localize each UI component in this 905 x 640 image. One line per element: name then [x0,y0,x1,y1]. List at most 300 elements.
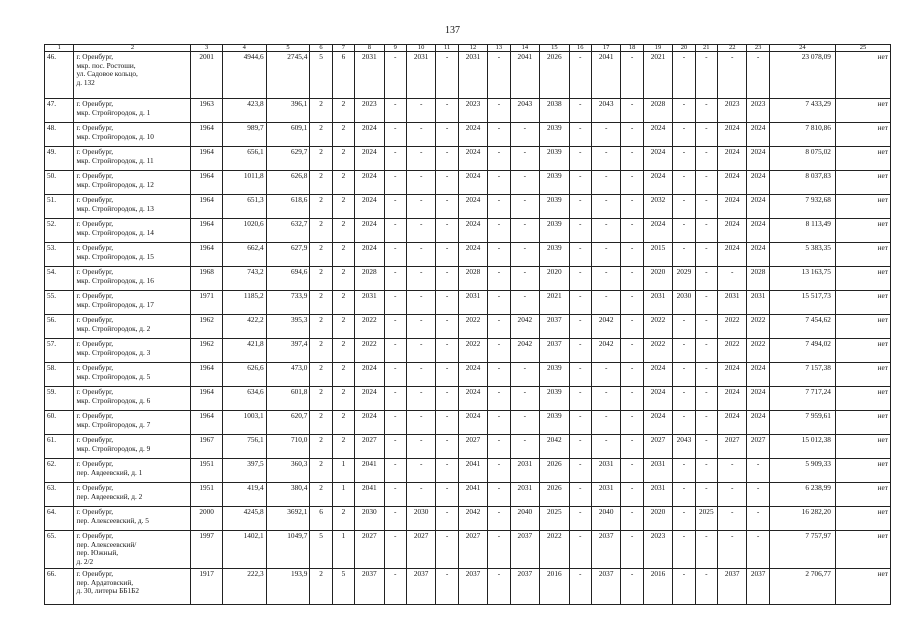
table-cell: - [488,435,510,459]
table-cell: 2 [332,99,354,123]
area-cell: 743,2 [222,267,266,291]
table-cell: - [673,243,695,267]
table-cell: 2020 [643,267,672,291]
table-cell: 2030 [673,291,695,315]
table-cell: 2 [332,435,354,459]
table-cell: 2022 [643,339,672,363]
table-cell: - [621,459,643,483]
table-cell: 2030 [355,507,384,531]
table-cell: 2024 [458,123,487,147]
table-cell: 2037 [458,569,487,605]
table-cell: - [436,531,458,569]
table-cell: 2024 [643,171,672,195]
table-cell: 2020 [540,267,569,291]
table-cell: 2024 [458,219,487,243]
table-cell: 2028 [458,267,487,291]
column-number-cell: 9 [384,45,406,52]
table-cell: - [510,195,539,219]
table-cell: - [569,339,591,363]
table-cell: 2040 [591,507,620,531]
table-cell: - [510,267,539,291]
table-cell: - [406,459,435,483]
area-cell: 733,9 [266,291,310,315]
flag-cell: нет [835,483,890,507]
table-cell: 6 [310,507,332,531]
flag-cell: нет [835,52,890,99]
table-cell: 2024 [643,387,672,411]
address-cell: г. Оренбург, пер. Авдеевский, д. 2 [74,483,191,507]
table-cell: - [569,219,591,243]
table-cell: - [569,459,591,483]
area-cell: 626,6 [222,363,266,387]
table-cell: 2023 [458,99,487,123]
table-cell: - [621,267,643,291]
table-cell: 2024 [355,411,384,435]
cost-cell: 8 113,49 [769,219,835,243]
table-cell: 1951 [191,459,223,483]
table-cell: 5 [310,52,332,99]
table-cell: 2024 [643,363,672,387]
table-cell: - [384,52,406,99]
table-cell: - [436,99,458,123]
table-cell: - [406,219,435,243]
table-row [45,99,891,123]
table-cell: - [673,147,695,171]
table-cell: - [384,291,406,315]
table-row [45,267,891,291]
table-cell: - [747,531,769,569]
column-number-cell: 16 [569,45,591,52]
area-cell: 4245,8 [222,507,266,531]
address-cell: г. Оренбург, мкр. Стройгородок, д. 10 [74,123,191,147]
table-row [45,435,891,459]
flag-cell: нет [835,123,890,147]
flag-cell: нет [835,267,890,291]
column-number-cell: 13 [488,45,510,52]
table-cell: 2016 [540,569,569,605]
area-cell: 694,6 [266,267,310,291]
table-cell: 2043 [591,99,620,123]
table-cell: 2031 [643,291,672,315]
table-cell: - [510,291,539,315]
table-cell: - [673,363,695,387]
flag-cell: нет [835,411,890,435]
cost-cell: 7 757,97 [769,531,835,569]
column-number-cell: 17 [591,45,620,52]
table-cell: - [621,219,643,243]
table-cell: - [488,123,510,147]
table-cell: 1964 [191,243,223,267]
table-cell: - [436,435,458,459]
table-cell: 2 [310,459,332,483]
row-number-cell: 53. [45,243,74,267]
column-number-cell: 20 [673,45,695,52]
table-cell: 2023 [747,99,769,123]
table-cell: - [695,195,717,219]
table-cell: 2024 [747,411,769,435]
table-cell: 1917 [191,569,223,605]
area-cell: 380,4 [266,483,310,507]
table-cell: - [591,291,620,315]
table-cell: - [621,531,643,569]
table-cell: 2037 [510,569,539,605]
table-cell: - [384,531,406,569]
area-cell: 397,5 [222,459,266,483]
table-cell: 2024 [643,219,672,243]
address-cell: г. Оренбург, мкр. Стройгородок, д. 11 [74,147,191,171]
table-cell: 2024 [717,363,746,387]
table-cell: 2027 [406,531,435,569]
table-cell: - [621,569,643,605]
table-cell: 2041 [355,459,384,483]
area-cell: 423,8 [222,99,266,123]
table-cell: - [673,315,695,339]
table-cell: 2022 [747,315,769,339]
table-cell: 5 [310,531,332,569]
table-row [45,459,891,483]
table-cell: 2039 [540,147,569,171]
table-cell: 2022 [458,339,487,363]
table-cell: 2043 [510,99,539,123]
table-cell: 2 [310,411,332,435]
table-cell: - [695,315,717,339]
flag-cell: нет [835,435,890,459]
cost-cell: 7 717,24 [769,387,835,411]
table-cell: - [488,147,510,171]
table-cell: 2024 [355,195,384,219]
table-cell: - [621,387,643,411]
table-cell: - [488,507,510,531]
row-number-cell: 55. [45,291,74,315]
area-cell: 620,7 [266,411,310,435]
table-cell: 2 [332,339,354,363]
flag-cell: нет [835,315,890,339]
table-cell: - [621,507,643,531]
table-cell: - [406,123,435,147]
table-cell: 2037 [747,569,769,605]
area-cell: 421,8 [222,339,266,363]
table-cell: 2 [332,171,354,195]
cost-cell: 2 706,77 [769,569,835,605]
table-cell: 2 [332,315,354,339]
row-number-cell: 46. [45,52,74,99]
table-cell: 2031 [355,291,384,315]
area-cell: 634,6 [222,387,266,411]
table-cell: 2 [332,363,354,387]
table-cell: 1964 [191,363,223,387]
table-cell: - [436,291,458,315]
area-cell: 609,1 [266,123,310,147]
address-cell: г. Оренбург, мкр. пос. Ростоши, ул. Садовое кольцо, д. 132 [74,52,191,99]
table-cell: 2024 [643,123,672,147]
table-cell: 2022 [355,339,384,363]
table-cell: 2 [332,291,354,315]
flag-cell: нет [835,459,890,483]
table-cell: 2 [310,339,332,363]
table-cell: - [591,363,620,387]
table-cell: 2037 [591,531,620,569]
table-cell: 2027 [717,435,746,459]
cost-cell: 7 157,38 [769,363,835,387]
table-cell: - [621,435,643,459]
table-cell: 2024 [717,243,746,267]
cost-cell: 5 909,33 [769,459,835,483]
column-number-cell: 10 [406,45,435,52]
table-cell: - [621,363,643,387]
table-cell: 2029 [673,267,695,291]
table-cell: - [488,411,510,435]
cost-cell: 7 454,62 [769,315,835,339]
table-cell: 2028 [355,267,384,291]
table-cell: 1964 [191,411,223,435]
table-cell: - [488,219,510,243]
table-cell: - [569,363,591,387]
table-row [45,291,891,315]
table-cell: 2024 [458,411,487,435]
area-cell: 396,1 [266,99,310,123]
table-cell: - [673,99,695,123]
address-cell: г. Оренбург, мкр. Стройгородок, д. 13 [74,195,191,219]
cost-cell: 13 163,75 [769,267,835,291]
row-number-cell: 52. [45,219,74,243]
column-number-cell: 19 [643,45,672,52]
table-cell: 2 [310,267,332,291]
column-number-cell: 14 [510,45,539,52]
address-cell: г. Оренбург, мкр. Стройгородок, д. 15 [74,243,191,267]
table-cell: - [436,195,458,219]
area-cell: 1003,1 [222,411,266,435]
table-cell: - [673,339,695,363]
table-cell: - [436,123,458,147]
table-cell: - [673,387,695,411]
table-cell: - [384,267,406,291]
housing-table [44,44,891,605]
table-cell: 6 [332,52,354,99]
table-cell: 2039 [540,243,569,267]
table-cell: 2037 [355,569,384,605]
table-cell: - [695,52,717,99]
cost-cell: 7 959,61 [769,411,835,435]
table-cell: 2 [310,435,332,459]
table-cell: 2023 [355,99,384,123]
column-number-cell: 1 [45,45,74,52]
table-cell: - [621,483,643,507]
table-cell: 2027 [458,531,487,569]
table-cell: - [436,507,458,531]
table-cell: 2015 [643,243,672,267]
area-cell: 3692,1 [266,507,310,531]
table-cell: - [510,171,539,195]
table-cell: - [621,339,643,363]
table-cell: - [510,243,539,267]
table-cell: 1968 [191,267,223,291]
area-cell: 2745,4 [266,52,310,99]
table-cell: 2043 [673,435,695,459]
table-cell: 1951 [191,483,223,507]
table-row [45,387,891,411]
row-number-cell: 64. [45,507,74,531]
table-cell: - [436,569,458,605]
table-cell: - [621,99,643,123]
table-cell: 2026 [540,459,569,483]
table-row [45,531,891,569]
table-cell: 2037 [591,569,620,605]
table-cell: 2041 [510,52,539,99]
table-cell: 1 [332,483,354,507]
table-cell: - [569,195,591,219]
table-cell: 2024 [717,123,746,147]
flag-cell: нет [835,387,890,411]
table-cell: 2 [310,483,332,507]
table-cell: - [695,243,717,267]
table-cell: - [621,315,643,339]
table-cell: 2038 [540,99,569,123]
table-cell: - [436,411,458,435]
table-cell: 2037 [540,315,569,339]
area-cell: 656,1 [222,147,266,171]
table-cell: 2037 [406,569,435,605]
table-cell: 2042 [591,339,620,363]
table-cell: 2024 [747,387,769,411]
table-row [45,243,891,267]
table-cell: - [406,387,435,411]
table-cell: - [673,459,695,483]
area-cell: 1020,6 [222,219,266,243]
table-cell: 2028 [747,267,769,291]
table-cell: 2042 [540,435,569,459]
table-cell: 2031 [717,291,746,315]
table-cell: 2024 [747,243,769,267]
table-cell: - [384,435,406,459]
table-cell: 2042 [458,507,487,531]
table-cell: 2024 [355,123,384,147]
table-cell: 2022 [643,315,672,339]
table-cell: - [673,507,695,531]
table-cell: - [695,569,717,605]
table-row [45,569,891,605]
table-cell: - [695,99,717,123]
table-cell: 2024 [458,363,487,387]
table-cell: - [510,435,539,459]
table-cell: - [621,171,643,195]
table-cell: - [488,459,510,483]
table-cell: - [436,483,458,507]
table-row [45,171,891,195]
table-cell: - [621,243,643,267]
table-cell: - [406,195,435,219]
table-cell: - [406,243,435,267]
table-cell: - [591,435,620,459]
table-cell: - [621,291,643,315]
table-cell: - [717,459,746,483]
table-cell: 2024 [643,147,672,171]
table-cell: - [569,387,591,411]
table-cell: - [569,171,591,195]
table-cell: - [591,267,620,291]
row-number-cell: 49. [45,147,74,171]
table-cell: 2021 [540,291,569,315]
table-cell: 2 [310,147,332,171]
table-cell: 2027 [747,435,769,459]
table-cell: 2030 [406,507,435,531]
table-cell: - [384,411,406,435]
table-cell: 2001 [191,52,223,99]
table-cell: 2042 [510,339,539,363]
table-cell: 2031 [458,52,487,99]
flag-cell: нет [835,531,890,569]
table-cell: - [384,315,406,339]
column-number-cell: 3 [191,45,223,52]
address-cell: г. Оренбург, мкр. Стройгородок, д. 3 [74,339,191,363]
flag-cell: нет [835,291,890,315]
table-cell: - [384,387,406,411]
table-cell: - [510,123,539,147]
table-cell: 2024 [355,219,384,243]
table-cell: 2027 [355,435,384,459]
table-cell: - [695,171,717,195]
table-cell: 2039 [540,123,569,147]
table-cell: 2 [310,291,332,315]
table-cell: - [436,339,458,363]
table-cell: - [673,195,695,219]
table-row [45,507,891,531]
area-cell: 618,6 [266,195,310,219]
cost-cell: 7 433,29 [769,99,835,123]
table-cell: - [384,195,406,219]
flag-cell: нет [835,219,890,243]
table-cell: 2027 [355,531,384,569]
flag-cell: нет [835,569,890,605]
cost-cell: 23 078,09 [769,52,835,99]
table-cell: 2031 [510,483,539,507]
row-number-cell: 62. [45,459,74,483]
table-cell: 2000 [191,507,223,531]
column-number-cell: 22 [717,45,746,52]
table-cell: - [591,195,620,219]
area-cell: 627,9 [266,243,310,267]
column-number-cell: 23 [747,45,769,52]
table-cell: 2 [310,243,332,267]
table-cell: - [384,483,406,507]
table-cell: - [569,99,591,123]
table-row [45,483,891,507]
table-cell: - [673,219,695,243]
column-number-cell: 4 [222,45,266,52]
table-cell: 2027 [458,435,487,459]
table-cell: - [591,411,620,435]
table-cell: - [384,171,406,195]
table-cell: 2024 [458,387,487,411]
table-cell: - [591,171,620,195]
table-cell: - [488,339,510,363]
table-row [45,195,891,219]
address-cell: г. Оренбург, мкр. Стройгородок, д. 6 [74,387,191,411]
table-cell: - [695,147,717,171]
table-cell: - [510,147,539,171]
table-cell: 2024 [747,363,769,387]
table-cell: 2 [332,147,354,171]
table-cell: - [510,219,539,243]
table-cell: - [569,123,591,147]
table-cell: - [673,52,695,99]
table-cell: 2 [332,507,354,531]
address-cell: г. Оренбург, мкр. Стройгородок, д. 16 [74,267,191,291]
area-cell: 473,0 [266,363,310,387]
table-cell: 2039 [540,171,569,195]
row-number-cell: 58. [45,363,74,387]
address-cell: г. Оренбург, мкр. Стройгородок, д. 14 [74,219,191,243]
table-cell: - [488,363,510,387]
